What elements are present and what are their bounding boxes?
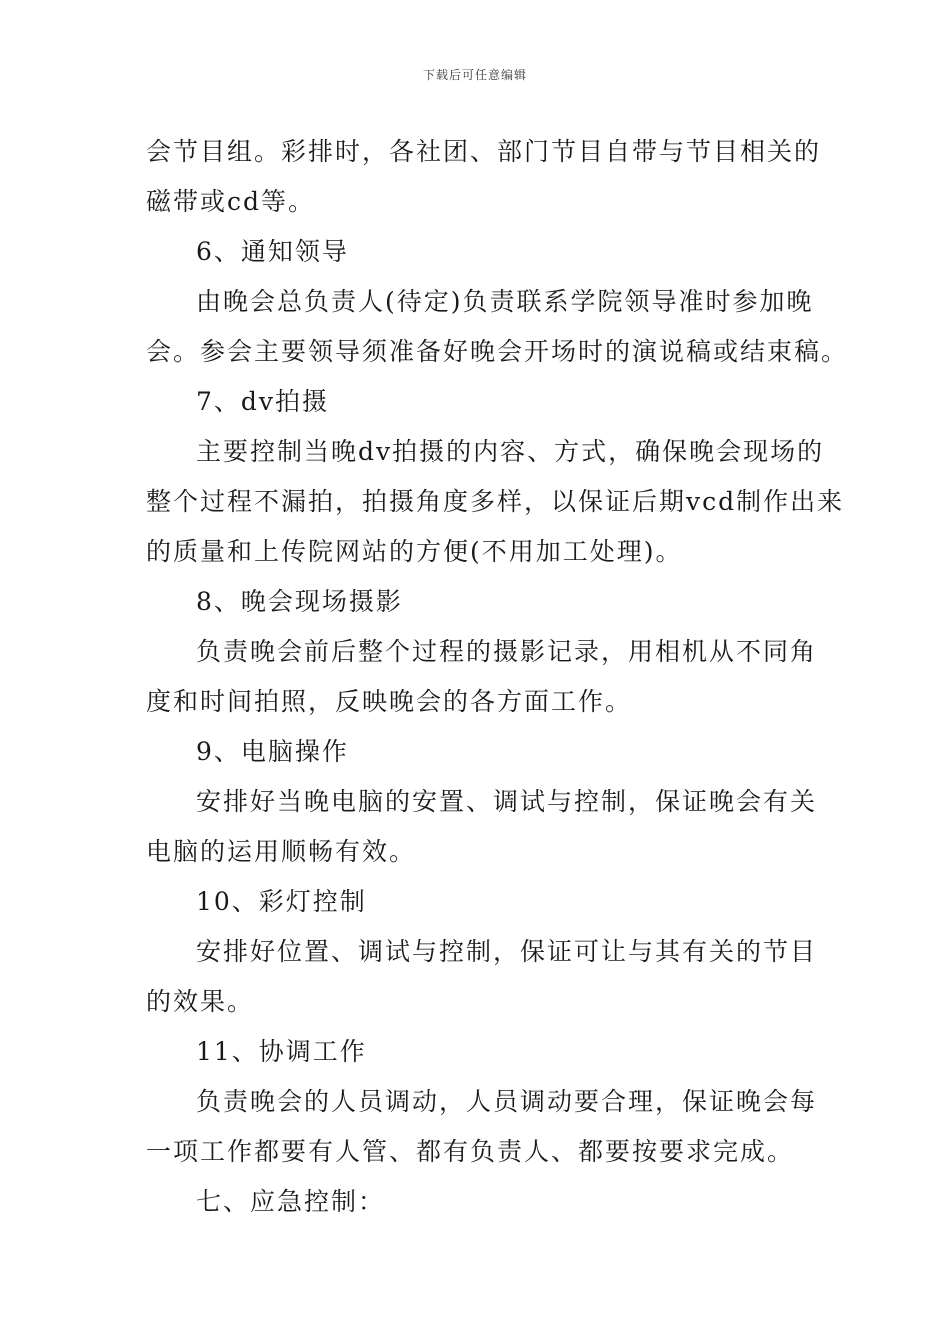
section-heading: 6、通知领导 [196, 237, 349, 266]
text-line: 会节目组。彩排时，各社团、部门节目自带与节目相关的 [146, 137, 822, 166]
text-line: 磁带或cd等。 [146, 187, 316, 216]
text-line: 整个过程不漏拍，拍摄角度多样，以保证后期vcd制作出来 [146, 487, 845, 516]
section-heading: 11、协调工作 [196, 1037, 367, 1066]
text-line: 负责晚会前后整个过程的摄影记录，用相机从不同角 [196, 637, 818, 666]
text-line: 的效果。 [146, 987, 255, 1016]
text-line: 度和时间拍照，反映晚会的各方面工作。 [146, 687, 633, 716]
text-line: 安排好当晚电脑的安置、调试与控制，保证晚会有关 [196, 787, 818, 816]
text-line: 一项工作都要有人管、都有负责人、都要按要求完成。 [146, 1137, 795, 1166]
text-line: 由晚会总负责人(待定)负责联系学院领导准时参加晚 [196, 287, 814, 316]
section-heading: 9、电脑操作 [196, 737, 349, 766]
section-heading: 10、彩灯控制 [196, 887, 367, 916]
text-line: 主要控制当晚dv拍摄的内容、方式，确保晚会现场的 [196, 437, 825, 466]
document-body [146, 127, 849, 1227]
section-heading: 七、应急控制： [196, 1187, 386, 1216]
text-line: 负责晚会的人员调动，人员调动要合理，保证晚会每 [196, 1087, 818, 1116]
text-line: 安排好位置、调试与控制，保证可让与其有关的节目 [196, 937, 818, 966]
text-line: 电脑的运用顺畅有效。 [146, 837, 417, 866]
text-line: 会。参会主要领导须准备好晚会开场时的演说稿或结束稿。 [146, 337, 849, 366]
text-line: 的质量和上传院网站的方便(不用加工处理)。 [146, 537, 683, 566]
section-heading: 7、dv拍摄 [196, 387, 330, 416]
page-header: 下载后可任意编辑 [422, 68, 527, 82]
section-heading: 8、晚会现场摄影 [196, 587, 403, 616]
